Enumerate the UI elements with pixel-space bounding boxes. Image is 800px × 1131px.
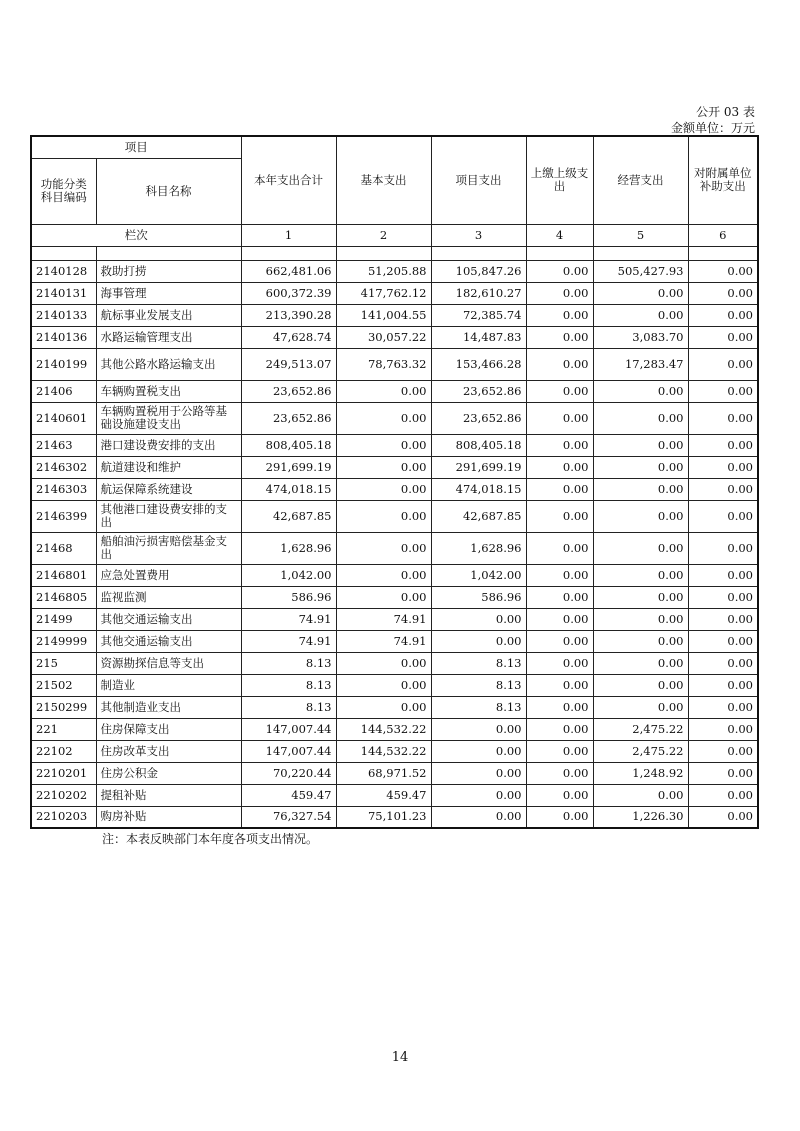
amount-cell: 78,763.32: [336, 348, 431, 380]
total-header: 本年支出合计: [241, 136, 336, 224]
amount-cell: 0.00: [593, 304, 688, 326]
amount-cell: 0.00: [526, 260, 593, 282]
amount-cell: 0.00: [526, 326, 593, 348]
amount-cell: 0.00: [593, 456, 688, 478]
amount-cell: 0.00: [336, 434, 431, 456]
amount-cell: 0.00: [593, 564, 688, 586]
table-row: [31, 326, 758, 348]
amount-cell: 0.00: [688, 696, 758, 718]
subject-name-cell: 其他制造业支出: [96, 696, 241, 718]
amount-cell: 2,475.22: [593, 718, 688, 740]
amount-cell: 3,083.70: [593, 326, 688, 348]
amount-cell: 0.00: [336, 586, 431, 608]
amount-cell: 42,687.85: [431, 500, 526, 532]
amount-cell: 249,513.07: [241, 348, 336, 380]
table-row: [31, 260, 758, 282]
func-code-cell: 22102: [31, 740, 96, 762]
table-row: [31, 718, 758, 740]
amount-cell: 8.13: [241, 696, 336, 718]
amount-cell: 2,475.22: [593, 740, 688, 762]
amount-cell: 0.00: [593, 696, 688, 718]
project-exp-header: 项目支出: [431, 136, 526, 224]
amount-cell: 0.00: [336, 380, 431, 402]
amount-cell: 0.00: [688, 806, 758, 828]
amount-cell: 0.00: [526, 402, 593, 434]
func-code-cell: 2210201: [31, 762, 96, 784]
amount-cell: 141,004.55: [336, 304, 431, 326]
func-code-cell: 2146801: [31, 564, 96, 586]
amount-cell: 75,101.23: [336, 806, 431, 828]
func-code-cell: 2146399: [31, 500, 96, 532]
amount-cell: 0.00: [526, 500, 593, 532]
amount-cell: 147,007.44: [241, 718, 336, 740]
table-row: [31, 402, 758, 434]
subject-name-cell: 应急处置费用: [96, 564, 241, 586]
subject-name-cell: 住房改革支出: [96, 740, 241, 762]
amount-cell: 144,532.22: [336, 718, 431, 740]
subject-name-cell: 其他交通运输支出: [96, 630, 241, 652]
func-code-cell: 21502: [31, 674, 96, 696]
amount-cell: 8.13: [431, 674, 526, 696]
func-code-cell: 2210202: [31, 784, 96, 806]
amount-cell: 153,466.28: [431, 348, 526, 380]
amount-cell: 0.00: [526, 282, 593, 304]
amount-cell: 1,248.92: [593, 762, 688, 784]
table-row: [31, 348, 758, 380]
subject-name-cell: 救助打捞: [96, 260, 241, 282]
table-row: [31, 532, 758, 564]
amount-cell: 17,283.47: [593, 348, 688, 380]
amount-cell: 0.00: [336, 532, 431, 564]
subject-name-cell: 其他港口建设费安排的支出: [96, 500, 241, 532]
expenditure-table: [30, 135, 759, 829]
subject-name-cell: 制造业: [96, 674, 241, 696]
table-note: 注：本表反映部门本年度各项支出情况。: [102, 832, 319, 846]
func-code-cell: 2150299: [31, 696, 96, 718]
subject-name-cell: 航运保障系统建设: [96, 478, 241, 500]
amount-cell: 0.00: [593, 630, 688, 652]
amount-cell: 0.00: [688, 402, 758, 434]
amount-cell: 0.00: [526, 434, 593, 456]
amount-cell: 74.91: [241, 608, 336, 630]
amount-cell: 74.91: [336, 630, 431, 652]
amount-cell: 0.00: [593, 282, 688, 304]
func-code-cell: 2140128: [31, 260, 96, 282]
amount-cell: 0.00: [526, 806, 593, 828]
func-code-cell: 2140601: [31, 402, 96, 434]
amount-cell: 0.00: [336, 696, 431, 718]
func-code-cell: 2149999: [31, 630, 96, 652]
subject-name-cell: 海事管理: [96, 282, 241, 304]
amount-cell: 8.13: [431, 696, 526, 718]
amount-cell: 505,427.93: [593, 260, 688, 282]
amount-cell: 1,042.00: [431, 564, 526, 586]
column-index: 3: [431, 224, 526, 246]
func-code-cell: 2140199: [31, 348, 96, 380]
amount-cell: 0.00: [431, 630, 526, 652]
amount-cell: 74.91: [241, 630, 336, 652]
amount-cell: 0.00: [688, 674, 758, 696]
amount-cell: 291,699.19: [241, 456, 336, 478]
table-row: [31, 478, 758, 500]
amount-cell: 0.00: [526, 608, 593, 630]
subject-name-cell: 监视监测: [96, 586, 241, 608]
column-index-label: 栏次: [31, 224, 241, 246]
func-code-cell: 2146805: [31, 586, 96, 608]
amount-cell: 0.00: [431, 608, 526, 630]
func-code-cell: 2210203: [31, 806, 96, 828]
amount-unit: 金额单位：万元: [670, 121, 755, 135]
form-number: 公开 03 表: [696, 105, 755, 119]
amount-cell: 0.00: [336, 564, 431, 586]
func-code-cell: 2146303: [31, 478, 96, 500]
amount-cell: 0.00: [526, 586, 593, 608]
func-code-cell: 215: [31, 652, 96, 674]
project-header: 项目: [31, 136, 241, 158]
amount-cell: 23,652.86: [241, 402, 336, 434]
amount-cell: 8.13: [241, 674, 336, 696]
amount-cell: 8.13: [431, 652, 526, 674]
amount-cell: 662,481.06: [241, 260, 336, 282]
amount-cell: 1,628.96: [431, 532, 526, 564]
amount-cell: 23,652.86: [241, 380, 336, 402]
subject-name-cell: 水路运输管理支出: [96, 326, 241, 348]
table-row: [31, 434, 758, 456]
amount-cell: 0.00: [688, 762, 758, 784]
amount-cell: 0.00: [593, 500, 688, 532]
amount-cell: 47,628.74: [241, 326, 336, 348]
amount-cell: 0.00: [593, 652, 688, 674]
amount-cell: 0.00: [688, 326, 758, 348]
subject-name-cell: 住房公积金: [96, 762, 241, 784]
func-code-cell: 2140131: [31, 282, 96, 304]
table-row: [31, 282, 758, 304]
amount-cell: 0.00: [688, 478, 758, 500]
amount-cell: 0.00: [688, 740, 758, 762]
amount-cell: 0.00: [593, 402, 688, 434]
amount-cell: 1,628.96: [241, 532, 336, 564]
subject-name-header: 科目名称: [96, 158, 241, 224]
amount-cell: 0.00: [431, 740, 526, 762]
table-row: [31, 784, 758, 806]
amount-cell: 0.00: [336, 402, 431, 434]
amount-cell: 0.00: [688, 652, 758, 674]
amount-cell: 0.00: [688, 304, 758, 326]
amount-cell: 30,057.22: [336, 326, 431, 348]
amount-cell: 474,018.15: [241, 478, 336, 500]
amount-cell: 0.00: [526, 762, 593, 784]
func-code-header: 功能分类科目编码: [31, 158, 96, 224]
amount-cell: 0.00: [688, 564, 758, 586]
subject-name-cell: 车辆购置税用于公路等基础设施建设支出: [96, 402, 241, 434]
amount-cell: 474,018.15: [431, 478, 526, 500]
amount-cell: 0.00: [688, 348, 758, 380]
amount-cell: 1,226.30: [593, 806, 688, 828]
amount-cell: 0.00: [526, 456, 593, 478]
amount-cell: 147,007.44: [241, 740, 336, 762]
amount-cell: 0.00: [336, 478, 431, 500]
amount-cell: 23,652.86: [431, 402, 526, 434]
business-header: 经营支出: [593, 136, 688, 224]
amount-cell: 42,687.85: [241, 500, 336, 532]
basic-header: 基本支出: [336, 136, 431, 224]
amount-cell: 0.00: [688, 282, 758, 304]
amount-cell: 0.00: [526, 696, 593, 718]
amount-cell: 600,372.39: [241, 282, 336, 304]
amount-cell: 0.00: [336, 652, 431, 674]
amount-cell: 0.00: [593, 784, 688, 806]
amount-cell: 0.00: [688, 456, 758, 478]
subject-name-cell: 购房补贴: [96, 806, 241, 828]
amount-cell: 808,405.18: [431, 434, 526, 456]
func-code-cell: 2146302: [31, 456, 96, 478]
amount-cell: 0.00: [526, 380, 593, 402]
amount-cell: 0.00: [526, 652, 593, 674]
amount-cell: 0.00: [593, 434, 688, 456]
amount-cell: 14,487.83: [431, 326, 526, 348]
func-code-cell: 21406: [31, 380, 96, 402]
amount-cell: 1,042.00: [241, 564, 336, 586]
amount-cell: 459.47: [336, 784, 431, 806]
column-index: 1: [241, 224, 336, 246]
amount-cell: 0.00: [593, 608, 688, 630]
amount-cell: 0.00: [526, 740, 593, 762]
amount-cell: 0.00: [688, 434, 758, 456]
amount-cell: 0.00: [688, 608, 758, 630]
func-code-cell: 21468: [31, 532, 96, 564]
amount-cell: 182,610.27: [431, 282, 526, 304]
table-row: [31, 630, 758, 652]
table-row: [31, 696, 758, 718]
amount-cell: 0.00: [526, 674, 593, 696]
amount-cell: 0.00: [688, 630, 758, 652]
amount-cell: 0.00: [526, 564, 593, 586]
func-code-cell: 2140136: [31, 326, 96, 348]
amount-cell: 0.00: [336, 674, 431, 696]
table-row: [31, 762, 758, 784]
amount-cell: 808,405.18: [241, 434, 336, 456]
subject-name-cell: 港口建设费安排的支出: [96, 434, 241, 456]
amount-cell: 586.96: [431, 586, 526, 608]
amount-cell: 0.00: [688, 586, 758, 608]
amount-cell: 0.00: [431, 762, 526, 784]
func-code-cell: 221: [31, 718, 96, 740]
amount-cell: 0.00: [593, 532, 688, 564]
column-index: 5: [593, 224, 688, 246]
amount-cell: 213,390.28: [241, 304, 336, 326]
amount-cell: 68,971.52: [336, 762, 431, 784]
amount-cell: 0.00: [431, 806, 526, 828]
amount-cell: 76,327.54: [241, 806, 336, 828]
amount-cell: 0.00: [336, 456, 431, 478]
table-row: [31, 652, 758, 674]
amount-cell: 0.00: [688, 784, 758, 806]
subject-name-cell: 航道建设和维护: [96, 456, 241, 478]
subject-name-cell: 车辆购置税支出: [96, 380, 241, 402]
table-row: [31, 608, 758, 630]
amount-cell: 0.00: [593, 380, 688, 402]
amount-cell: 0.00: [526, 304, 593, 326]
amount-cell: 72,385.74: [431, 304, 526, 326]
column-index: 2: [336, 224, 431, 246]
amount-cell: 0.00: [431, 784, 526, 806]
amount-cell: 0.00: [526, 348, 593, 380]
amount-cell: 0.00: [593, 674, 688, 696]
table-row: [31, 586, 758, 608]
table-row: [31, 304, 758, 326]
amount-cell: 0.00: [688, 718, 758, 740]
upper-header: 上缴上级支出: [526, 136, 593, 224]
amount-cell: 144,532.22: [336, 740, 431, 762]
func-code-cell: 2140133: [31, 304, 96, 326]
amount-cell: 51,205.88: [336, 260, 431, 282]
table-row: [31, 564, 758, 586]
amount-cell: 23,652.86: [431, 380, 526, 402]
amount-cell: 0.00: [593, 478, 688, 500]
page-number: 14: [391, 1050, 409, 1065]
amount-cell: 0.00: [336, 500, 431, 532]
subject-name-cell: 其他公路水路运输支出: [96, 348, 241, 380]
amount-cell: 0.00: [526, 630, 593, 652]
amount-cell: 417,762.12: [336, 282, 431, 304]
amount-cell: 70,220.44: [241, 762, 336, 784]
amount-cell: 291,699.19: [431, 456, 526, 478]
table-row: [31, 380, 758, 402]
func-code-cell: 21463: [31, 434, 96, 456]
amount-cell: 0.00: [431, 718, 526, 740]
table-row: [31, 740, 758, 762]
amount-cell: 459.47: [241, 784, 336, 806]
amount-cell: 0.00: [593, 586, 688, 608]
amount-cell: 0.00: [526, 532, 593, 564]
column-index: 4: [526, 224, 593, 246]
amount-cell: 0.00: [526, 718, 593, 740]
table-row: [31, 674, 758, 696]
table-row: [31, 806, 758, 828]
amount-cell: 74.91: [336, 608, 431, 630]
subject-name-cell: 航标事业发展支出: [96, 304, 241, 326]
amount-cell: 8.13: [241, 652, 336, 674]
table-row: [31, 500, 758, 532]
amount-cell: 0.00: [688, 260, 758, 282]
table-row: [31, 456, 758, 478]
amount-cell: 105,847.26: [431, 260, 526, 282]
amount-cell: 0.00: [526, 478, 593, 500]
subject-name-cell: 提租补贴: [96, 784, 241, 806]
subject-name-cell: 资源勘探信息等支出: [96, 652, 241, 674]
amount-cell: 0.00: [688, 532, 758, 564]
amount-cell: 0.00: [688, 380, 758, 402]
func-code-cell: 21499: [31, 608, 96, 630]
subject-name-cell: 其他交通运输支出: [96, 608, 241, 630]
subsidy-header: 对附属单位补助支出: [688, 136, 758, 224]
blank-row: [31, 246, 758, 260]
amount-cell: 0.00: [688, 500, 758, 532]
subject-name-cell: 船舶油污损害赔偿基金支出: [96, 532, 241, 564]
amount-cell: 0.00: [526, 784, 593, 806]
subject-name-cell: 住房保障支出: [96, 718, 241, 740]
column-index: 6: [688, 224, 758, 246]
amount-cell: 586.96: [241, 586, 336, 608]
